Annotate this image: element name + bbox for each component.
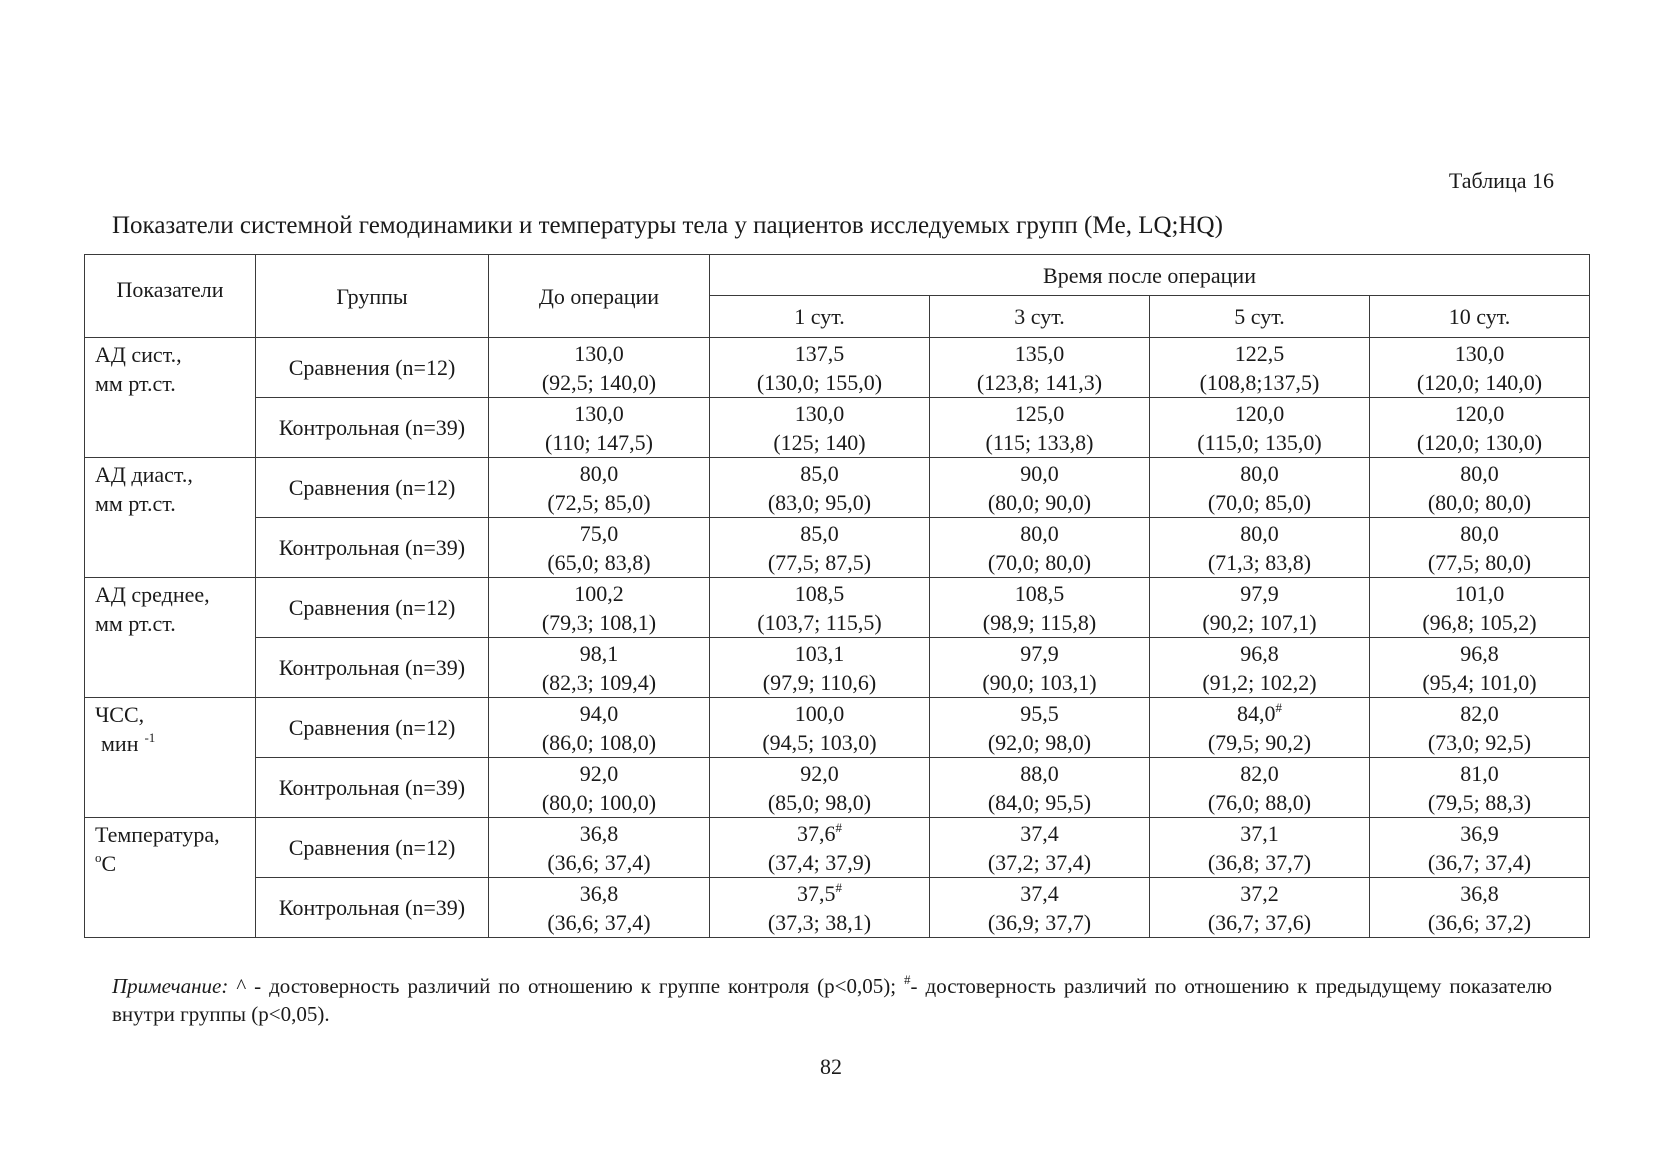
quartile-range: (70,0; 85,0): [1207, 489, 1312, 515]
median-value: [1150, 639, 1369, 668]
value-cell: [710, 338, 930, 398]
value-cell: [1370, 518, 1590, 578]
median-value: [1150, 819, 1369, 848]
value-cell: [1370, 698, 1590, 758]
median-value: [710, 819, 929, 848]
quartile-range: (123,8; 141,3): [976, 369, 1103, 395]
footnote-hash: #: [904, 972, 911, 987]
group-cell: Сравнения (n=12): [256, 818, 489, 878]
table-label: Таблица 16: [1448, 168, 1554, 193]
median-text: 135,0: [1014, 340, 1065, 366]
median-text: 94,0: [579, 700, 619, 726]
quartile-range: (70,0; 80,0): [987, 549, 1092, 575]
value-cell: [1150, 758, 1370, 818]
median-text: 36,8: [1460, 880, 1499, 906]
median-value: [1370, 399, 1589, 428]
footnote: [112, 972, 1552, 1028]
value-cell: [930, 398, 1150, 458]
value-cell: [1370, 578, 1590, 638]
value-cell: [710, 398, 930, 458]
median-value: [1150, 759, 1369, 788]
median-value: [489, 579, 709, 608]
value-cell: [489, 698, 710, 758]
median-text: 37,4: [1020, 880, 1059, 906]
median-value: [930, 639, 1149, 668]
table-row: [85, 458, 1590, 518]
median-value: [489, 819, 709, 848]
median-value: [930, 699, 1149, 728]
value-cell: [489, 758, 710, 818]
indicator-unit: [95, 849, 247, 878]
table-row: [85, 518, 1590, 578]
median-value: [1150, 399, 1369, 428]
median-text: 37,1: [1240, 820, 1279, 846]
median-value: [1370, 579, 1589, 608]
value-cell: [930, 818, 1150, 878]
value-cell: [489, 578, 710, 638]
header-day-10: 10 сут.: [1370, 296, 1590, 338]
value-cell: [1150, 578, 1370, 638]
group-cell: Сравнения (n=12): [256, 458, 489, 518]
value-cell: [710, 698, 930, 758]
median-value: [1150, 459, 1369, 488]
quartile-range: (73,0; 92,5): [1427, 729, 1532, 755]
indicator-unit: [95, 729, 247, 758]
median-text: 137,5: [794, 340, 845, 366]
group-cell: Контрольная (n=39): [256, 638, 489, 698]
quartile-range: (71,3; 83,8): [1207, 549, 1312, 575]
table-row: [85, 698, 1590, 758]
median-value: [930, 819, 1149, 848]
median-value: [1370, 519, 1589, 548]
quartile-range: (37,3; 38,1): [767, 909, 872, 935]
group-cell: Сравнения (n=12): [256, 698, 489, 758]
median-text: 120,0: [1454, 400, 1505, 426]
median-text: 120,0: [1234, 400, 1285, 426]
median-value: [489, 639, 709, 668]
median-text: 103,1: [794, 640, 845, 666]
quartile-range: (110; 147,5): [545, 429, 653, 455]
group-cell: Сравнения (n=12): [256, 578, 489, 638]
indicator-unit: мм рт.ст.: [95, 371, 176, 396]
quartile-range: (97,9; 110,6): [762, 669, 877, 695]
quartile-range: (37,4; 37,9): [767, 849, 872, 875]
significance-mark: #: [1275, 699, 1282, 715]
quartile-range: (82,3; 109,4): [541, 669, 657, 695]
median-text: 81,0: [1460, 760, 1499, 786]
header-groups: Группы: [256, 255, 489, 338]
median-value: [1150, 879, 1369, 908]
value-cell: [1370, 398, 1590, 458]
group-cell: Контрольная (n=39): [256, 518, 489, 578]
median-text: 37,4: [1020, 820, 1059, 846]
table-body: [85, 338, 1590, 938]
median-value: [710, 639, 929, 668]
table-row: [85, 578, 1590, 638]
indicator-name: АД среднее,: [95, 582, 210, 607]
median-value: [1370, 879, 1589, 908]
page-number: 82: [820, 1054, 842, 1079]
header-indicators: Показатели: [85, 255, 256, 338]
median-value: [1370, 639, 1589, 668]
median-value: [710, 399, 929, 428]
table-row: [85, 338, 1590, 398]
quartile-range: (115,0; 135,0): [1197, 429, 1322, 455]
value-cell: [489, 638, 710, 698]
value-cell: [489, 398, 710, 458]
median-text: 36,8: [579, 820, 619, 846]
quartile-range: (125; 140): [773, 429, 866, 455]
page-title: Показатели системной гемодинамики и температуры тела у пациентов исследуемых групп (Me, LQ;HQ): [112, 212, 1223, 239]
median-text: 75,0: [579, 520, 619, 546]
quartile-range: (36,7; 37,4): [1427, 849, 1532, 875]
median-value: [1370, 819, 1589, 848]
quartile-range: (79,5; 88,3): [1427, 789, 1532, 815]
quartile-range: (36,6; 37,4): [547, 909, 651, 935]
significance-mark: #: [835, 819, 842, 835]
median-text: 80,0: [579, 460, 619, 486]
indicator-cell: [85, 818, 256, 938]
median-text: 130,0: [574, 400, 624, 426]
median-text: 97,9: [1020, 640, 1059, 666]
median-value: [1150, 519, 1369, 548]
value-cell: [1150, 878, 1370, 938]
median-text: 80,0: [1240, 460, 1279, 486]
median-value: [1150, 579, 1369, 608]
value-cell: [1370, 758, 1590, 818]
indicator-name: АД сист.,: [95, 342, 182, 367]
median-text: 130,0: [794, 400, 845, 426]
median-value: [1150, 699, 1369, 728]
value-cell: [930, 758, 1150, 818]
quartile-range: (36,9; 37,7): [987, 909, 1092, 935]
value-cell: [930, 578, 1150, 638]
quartile-range: (85,0; 98,0): [767, 789, 872, 815]
value-cell: [1370, 878, 1590, 938]
median-value: [710, 879, 929, 908]
median-text: 37,2: [1240, 880, 1279, 906]
quartile-range: (65,0; 83,8): [547, 549, 651, 575]
median-text: 80,0: [1460, 520, 1499, 546]
quartile-range: (80,0; 80,0): [1427, 489, 1532, 515]
value-cell: [930, 878, 1150, 938]
indicator-cell: [85, 458, 256, 578]
quartile-range: (80,0; 90,0): [987, 489, 1092, 515]
value-cell: [1370, 458, 1590, 518]
quartile-range: (76,0; 88,0): [1207, 789, 1312, 815]
value-cell: [710, 878, 930, 938]
median-value: [489, 339, 709, 368]
median-value: [930, 579, 1149, 608]
indicator-unit-text: C: [101, 851, 117, 876]
quartile-range: (36,6; 37,4): [547, 849, 651, 875]
value-cell: [1150, 698, 1370, 758]
value-cell: [1150, 458, 1370, 518]
significance-mark: #: [835, 879, 842, 895]
median-value: [710, 579, 929, 608]
value-cell: [489, 338, 710, 398]
quartile-range: (94,5; 103,0): [762, 729, 877, 755]
quartile-range: (36,7; 37,6): [1207, 909, 1312, 935]
median-text: 100,0: [794, 700, 845, 726]
median-text: 90,0: [1020, 460, 1059, 486]
quartile-range: (95,4; 101,0): [1422, 669, 1537, 695]
median-text: 85,0: [800, 460, 839, 486]
indicator-unit-sup: -1: [144, 730, 156, 745]
value-cell: [930, 338, 1150, 398]
indicator-unit: мм рт.ст.: [95, 491, 176, 516]
quartile-range: (77,5; 80,0): [1427, 549, 1532, 575]
value-cell: [1370, 338, 1590, 398]
quartile-range: (103,7; 115,5): [757, 609, 882, 635]
quartile-range: (92,0; 98,0): [987, 729, 1092, 755]
median-text: 88,0: [1020, 760, 1059, 786]
median-text: 101,0: [1454, 580, 1505, 606]
value-cell: [1370, 638, 1590, 698]
median-value: [710, 339, 929, 368]
table-row: [85, 398, 1590, 458]
median-text: 82,0: [1460, 700, 1499, 726]
value-cell: [710, 578, 930, 638]
value-cell: [930, 638, 1150, 698]
quartile-range: (90,0; 103,1): [982, 669, 1097, 695]
value-cell: [1150, 518, 1370, 578]
quartile-range: (96,8; 105,2): [1422, 609, 1537, 635]
median-value: [710, 699, 929, 728]
indicator-name: ЧСС,: [95, 702, 145, 727]
quartile-range: (115; 133,8): [985, 429, 1094, 455]
median-value: [489, 879, 709, 908]
quartile-range: (79,3; 108,1): [541, 609, 657, 635]
group-cell: Контрольная (n=39): [256, 878, 489, 938]
median-value: [710, 759, 929, 788]
quartile-range: (36,6; 37,2): [1427, 909, 1532, 935]
median-text: 130,0: [1454, 340, 1505, 366]
median-text: 85,0: [800, 520, 839, 546]
median-text: 92,0: [800, 760, 839, 786]
data-table: [84, 254, 1590, 938]
indicator-cell: [85, 578, 256, 698]
indicator-name: Температура,: [95, 822, 220, 847]
group-cell: Контрольная (n=39): [256, 758, 489, 818]
quartile-range: (36,8; 37,7): [1207, 849, 1312, 875]
median-value: [489, 699, 709, 728]
footnote-lead: Примечание:: [112, 974, 229, 998]
median-text: 96,8: [1240, 640, 1279, 666]
indicator-unit-text: мин: [101, 731, 139, 756]
value-cell: [930, 698, 1150, 758]
quartile-range: (98,9; 115,8): [982, 609, 1097, 635]
median-value: [1370, 459, 1589, 488]
quartile-range: (80,0; 100,0): [541, 789, 657, 815]
quartile-range: (120,0; 130,0): [1416, 429, 1543, 455]
median-text: 100,2: [574, 580, 624, 606]
median-text: 92,0: [579, 760, 619, 786]
group-cell: Контрольная (n=39): [256, 398, 489, 458]
median-value: [489, 399, 709, 428]
median-value: [1150, 339, 1369, 368]
median-value: [1370, 699, 1589, 728]
indicator-name: АД диаст.,: [95, 462, 193, 487]
value-cell: [489, 818, 710, 878]
value-cell: [1150, 398, 1370, 458]
quartile-range: (37,2; 37,4): [987, 849, 1092, 875]
header-before: До операции: [489, 255, 710, 338]
indicator-cell: [85, 698, 256, 818]
median-value: [930, 339, 1149, 368]
median-text: 84,0: [1237, 700, 1276, 726]
value-cell: [1150, 338, 1370, 398]
median-text: 125,0: [1014, 400, 1065, 426]
median-text: 37,6: [797, 820, 836, 846]
value-cell: [710, 458, 930, 518]
indicator-cell: [85, 338, 256, 458]
median-value: [1370, 339, 1589, 368]
header-day-1: 1 сут.: [710, 296, 930, 338]
median-text: 36,9: [1460, 820, 1499, 846]
footnote-part2: - достоверность различий по отношению к предыдущему показателю внутри группы (p<0,05).: [112, 974, 1553, 1026]
median-value: [1370, 759, 1589, 788]
quartile-range: (84,0; 95,5): [987, 789, 1092, 815]
quartile-range: (83,0; 95,0): [767, 489, 872, 515]
median-value: [930, 879, 1149, 908]
median-text: 96,8: [1460, 640, 1499, 666]
quartile-range: (130,0; 155,0): [756, 369, 883, 395]
indicator-unit-sup: о: [95, 850, 102, 865]
median-text: 80,0: [1020, 520, 1059, 546]
median-text: 108,5: [1014, 580, 1065, 606]
indicator-unit: мм рт.ст.: [95, 611, 176, 636]
value-cell: [710, 758, 930, 818]
median-value: [710, 459, 929, 488]
quartile-range: (72,5; 85,0): [547, 489, 651, 515]
value-cell: [489, 458, 710, 518]
value-cell: [1370, 818, 1590, 878]
value-cell: [930, 518, 1150, 578]
quartile-range: (120,0; 140,0): [1416, 369, 1543, 395]
median-text: 80,0: [1460, 460, 1499, 486]
median-value: [930, 519, 1149, 548]
table-row: [85, 818, 1590, 878]
median-text: 82,0: [1240, 760, 1279, 786]
median-text: 108,5: [794, 580, 845, 606]
quartile-range: (86,0; 108,0): [541, 729, 657, 755]
quartile-range: (92,5; 140,0): [541, 369, 657, 395]
median-text: 98,1: [579, 640, 619, 666]
median-text: 37,5: [797, 880, 836, 906]
median-text: 97,9: [1240, 580, 1279, 606]
footnote-part1: ^ - достоверность различий по отношению к группе контроля (p<0,05);: [228, 974, 905, 998]
median-text: 130,0: [574, 340, 624, 366]
table-row: [85, 638, 1590, 698]
header-day-3: 3 сут.: [930, 296, 1150, 338]
median-text: 95,5: [1020, 700, 1059, 726]
value-cell: [489, 518, 710, 578]
value-cell: [710, 818, 930, 878]
value-cell: [1150, 638, 1370, 698]
median-value: [710, 519, 929, 548]
median-value: [489, 759, 709, 788]
header-after: Время после операции: [710, 255, 1590, 296]
quartile-range: (91,2; 102,2): [1202, 669, 1317, 695]
table-row: [85, 758, 1590, 818]
median-value: [930, 459, 1149, 488]
value-cell: [930, 458, 1150, 518]
quartile-range: (77,5; 87,5): [767, 549, 872, 575]
median-text: 122,5: [1234, 340, 1285, 366]
table-row: [85, 878, 1590, 938]
median-value: [930, 399, 1149, 428]
quartile-range: (79,5; 90,2): [1207, 729, 1312, 755]
quartile-range: (90,2; 107,1): [1202, 609, 1317, 635]
median-value: [930, 759, 1149, 788]
header-day-5: 5 сут.: [1150, 296, 1370, 338]
group-cell: Сравнения (n=12): [256, 338, 489, 398]
value-cell: [710, 638, 930, 698]
quartile-range: (108,8;137,5): [1199, 369, 1320, 395]
median-value: [489, 519, 709, 548]
value-cell: [489, 878, 710, 938]
median-text: 80,0: [1240, 520, 1279, 546]
median-text: 36,8: [579, 880, 619, 906]
value-cell: [1150, 818, 1370, 878]
median-value: [489, 459, 709, 488]
value-cell: [710, 518, 930, 578]
